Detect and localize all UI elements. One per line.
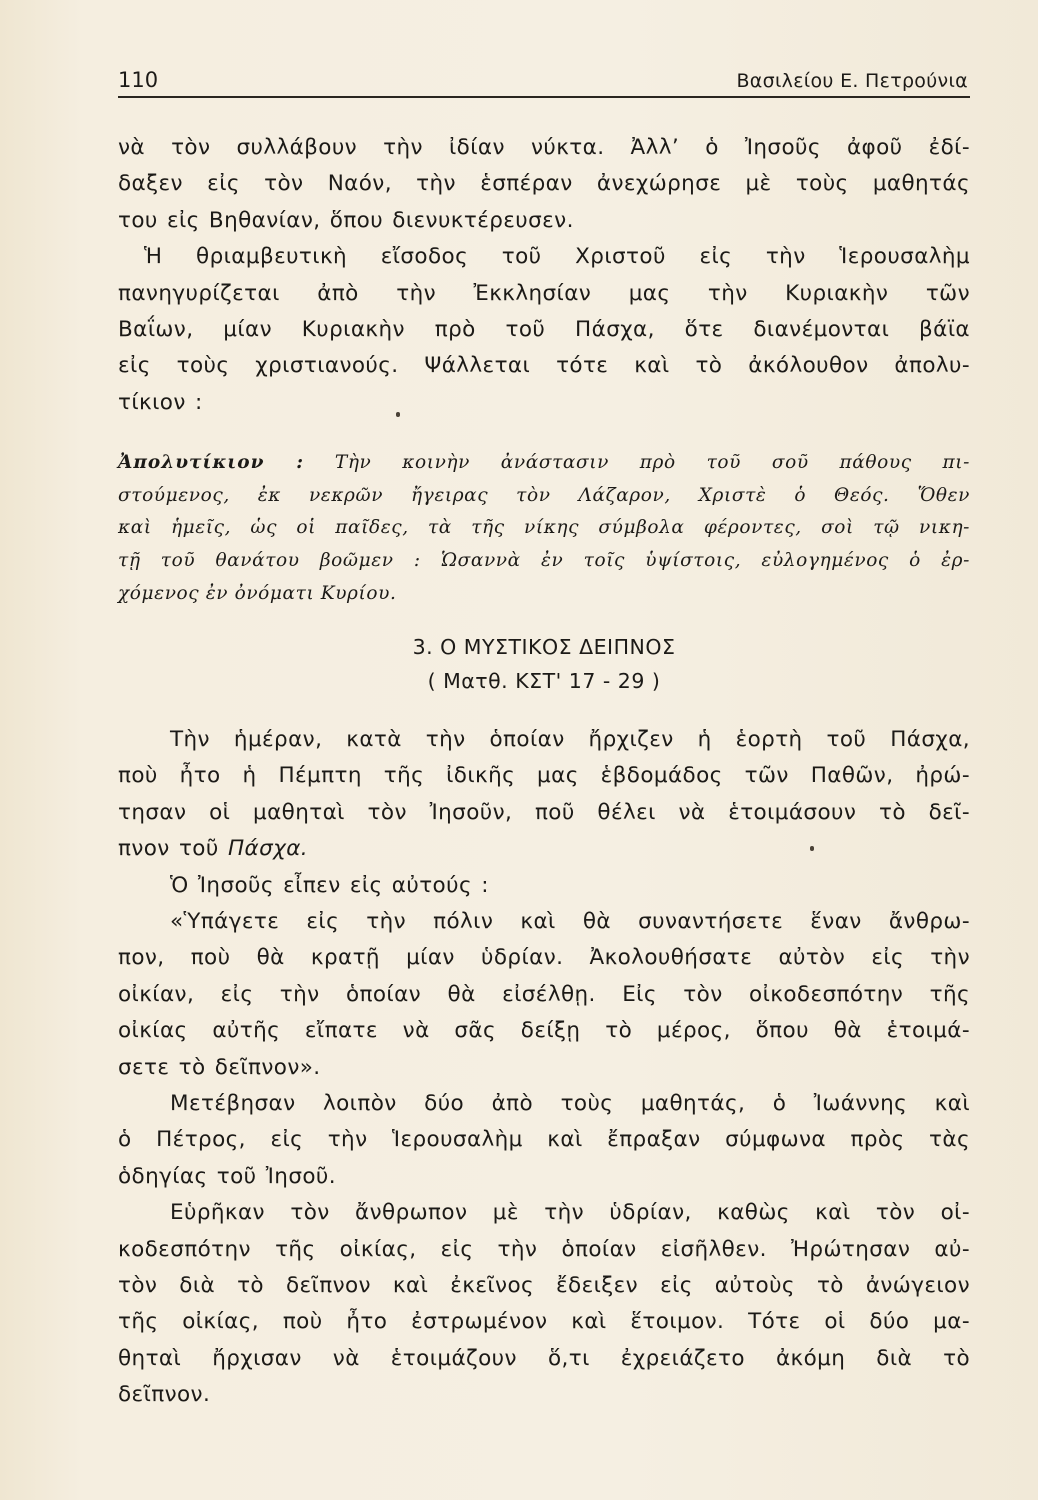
text-line <box>118 831 970 867</box>
paragraph <box>118 904 970 1086</box>
paragraph <box>118 722 970 868</box>
body-text <box>118 130 970 1414</box>
text-line: δαξεν εἰς τὸν Ναόν, τὴν ἑσπέραν ἀνεχώρησε μὲ τοὺς μαθητάς <box>118 171 970 197</box>
hymn-line: χόμενος ἐν ὀνόματι Κυρίου. <box>118 582 397 604</box>
text-line: Μετέβησαν λοιπὸν δύο ἀπὸ τοὺς μαθητάς, ὁ Ἰωάννης καὶ <box>170 1091 970 1116</box>
hymn-line: στούμενος, ἐκ νεκρῶν ἤγειρας τὸν Λάζαρον, Χριστὲ ὁ Θεός. Ὅθεν <box>118 484 970 506</box>
apolytikion-hymn <box>118 447 970 610</box>
text-line: ὁ Πέτρος, εἰς τὴν Ἱερουσαλὴμ καὶ ἔπραξαν σύμφωνα πρὸς τὰς <box>118 1127 970 1153</box>
text-line: πον, ποὺ θὰ κρατῇ μίαν ὑδρίαν. Ἀκολουθήσατε αὐτὸν εἰς τὴν <box>118 945 970 971</box>
paragraph <box>118 239 970 421</box>
text-fragment: πνον τοῦ <box>118 836 228 862</box>
section-reference: ( Ματθ. ΚΣΤ' 17 - 29 ) <box>427 669 661 694</box>
text-line: νὰ τὸν συλλάβουν τὴν ἰδίαν νύκτα. Ἀλλ’ ὁ Ἰησοῦς ἀφοῦ ἐδί- <box>118 135 970 160</box>
text-line: ποὺ ἦτο ἡ Πέμπτη τῆς ἰδικῆς μας ἑβδομάδος τῶν Παθῶν, ἠρώ- <box>118 763 970 789</box>
page-header <box>118 66 970 98</box>
paragraph <box>118 1086 970 1195</box>
paragraph <box>118 1195 970 1413</box>
paragraph <box>118 130 970 239</box>
page-number: 110 <box>118 68 159 92</box>
text-line: τησαν οἱ μαθηταὶ τὸν Ἰησοῦν, ποῦ θέλει νὰ ἑτοιμάσουν τὸ δεῖ- <box>118 799 970 825</box>
text-line: πανηγυρίζεται ἀπὸ τὴν Ἐκκλησίαν μας τὴν Κυριακὴν τῶν <box>118 280 970 306</box>
section-body <box>118 722 970 1413</box>
text-line: τῆς οἰκίας, ποὺ ἦτο ἐστρωμένον καὶ ἕτοιμον. Τότε οἱ δύο μα- <box>118 1309 970 1335</box>
text-line: Βαΐων, μίαν Κυριακὴν πρὸ τοῦ Πάσχα, ὅτε διανέμονται βάϊα <box>118 316 970 342</box>
hymn-line <box>118 447 970 480</box>
text-line: Τὴν ἡμέραν, κατὰ τὴν ὁποίαν ἤρχιζεν ἡ ἑορτὴ τοῦ Πάσχα, <box>170 727 970 753</box>
text-line: οἰκίας αὐτῆς εἴπατε νὰ σᾶς δείξῃ τὸ μέρος, ὅπου θὰ ἑτοιμά- <box>118 1018 970 1044</box>
text-line: ὁδηγίας τοῦ Ἰησοῦ. <box>118 1163 336 1189</box>
ink-speck <box>396 412 400 417</box>
running-head: Βασιλείου Ε. Πετρούνια <box>736 70 968 92</box>
hymn-text: Τὴν κοινὴν ἀνάστασιν πρὸ τοῦ σοῦ πάθους πι- <box>304 452 970 474</box>
text-line: «Ὑπάγετε εἰς τὴν πόλιν καὶ θὰ συναντήσετε ἕναν ἄνθρω- <box>170 909 970 935</box>
hymn-line: καὶ ἡμεῖς, ὡς οἱ παῖδες, τὰ τῆς νίκης σύμβολα φέροντες, σοὶ τῷ νικη- <box>118 517 970 539</box>
text-line: Εὑρῆκαν τὸν ἄνθρωπον μὲ τὴν ὑδρίαν, καθὼς καὶ τὸν οἰ- <box>170 1200 970 1226</box>
text-fragment-italic: Πάσχα. <box>227 836 309 862</box>
text-line: τὸν διὰ τὸ δεῖπνον καὶ ἐκεῖνος ἔδειξεν εἰς αὐτοὺς τὸ ἀνώγειον <box>118 1272 970 1298</box>
text-line: του εἰς Βηθανίαν, ὅπου διενυκτέρευσεν. <box>118 207 574 233</box>
text-line: εἰς τοὺς χριστιανούς. Ψάλλεται τότε καὶ τὸ ἀκόλουθον ἀπολυ- <box>118 353 970 379</box>
text-line: τίκιον : <box>118 389 203 415</box>
text-line: οἰκίαν, εἰς τὴν ὁποίαν θὰ εἰσέλθῃ. Εἰς τὸν οἰκοδεσπότην τῆς <box>118 981 970 1007</box>
paragraph <box>118 868 970 904</box>
text-line: σετε τὸ δεῖπνον». <box>118 1054 321 1080</box>
text-line: θηταὶ ἤρχισαν νὰ ἑτοιμάζουν ὅ,τι ἐχρειάζετο ἀκόμη διὰ τὸ <box>118 1345 970 1371</box>
text-line: κοδεσπότην τῆς οἰκίας, εἰς τὴν ὁποίαν εἰσῆλθεν. Ἠρώτησαν αὐ- <box>118 1236 970 1262</box>
text-line: Ἡ θριαμβευτικὴ εἴσοδος τοῦ Χριστοῦ εἰς τὴν Ἱερουσαλὴμ <box>144 244 970 270</box>
ink-speck <box>810 846 814 851</box>
hymn-label: Ἀπολυτίκιον : <box>118 452 305 474</box>
text-line: Ὁ Ἰησοῦς εἶπεν εἰς αὐτούς : <box>170 872 489 898</box>
text-line: δεῖπνον. <box>118 1382 211 1408</box>
section-title: 3. Ο ΜΥΣΤΙΚΟΣ ΔΕΙΠΝΟΣ <box>412 635 676 660</box>
hymn-line: τῇ τοῦ θανάτου βοῶμεν : Ὡσαννὰ ἐν τοῖς ὑψίστοις, εὐλογημένος ὁ ἐρ- <box>118 549 970 571</box>
